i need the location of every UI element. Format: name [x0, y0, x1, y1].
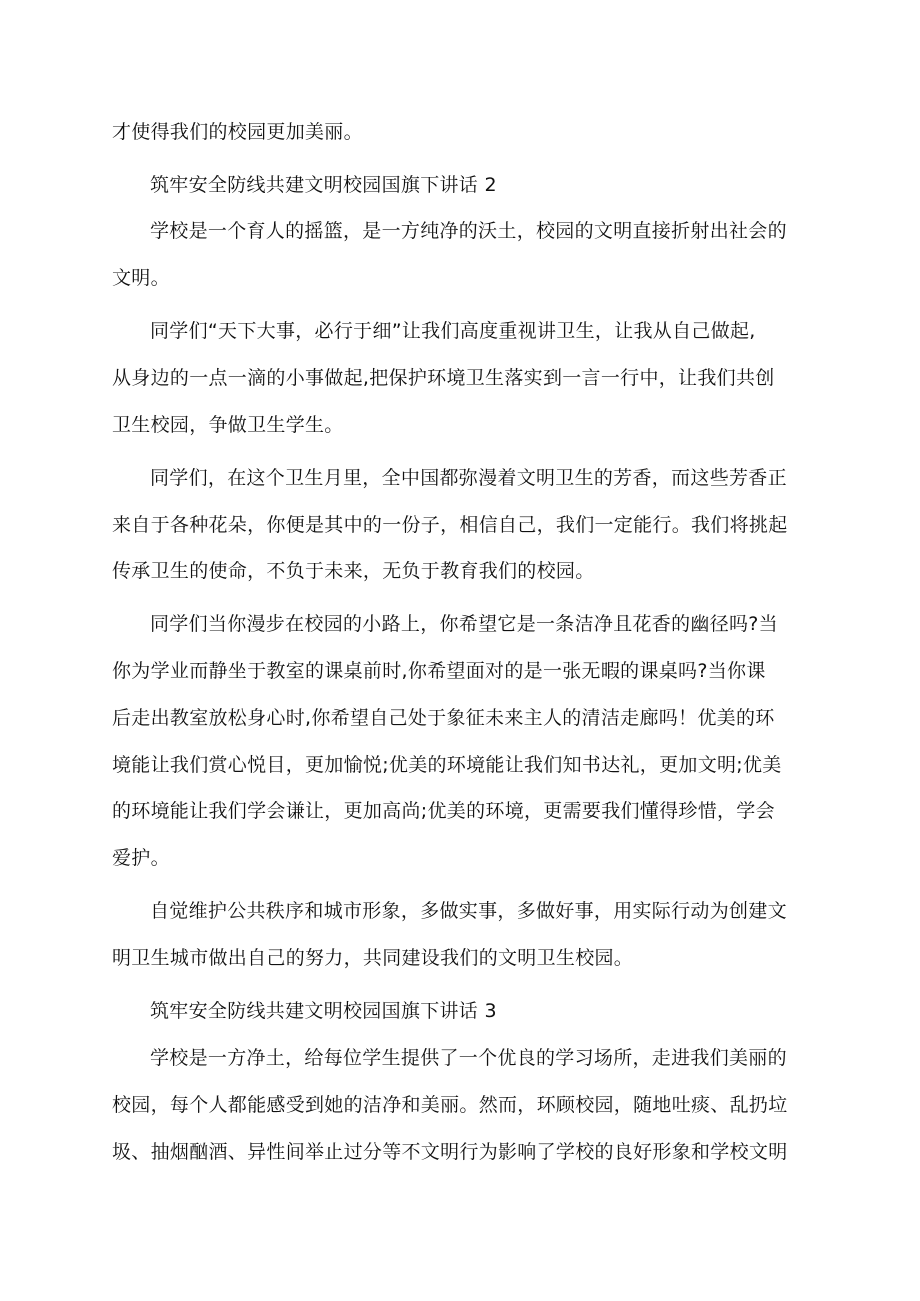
text-line: 学校是一个育人的摇篮，是一方纯净的沃土，校园的文明直接折射出社会的 — [150, 220, 787, 242]
text-line: 校园，每个人都能感受到她的洁净和美丽。然而，环顾校园，随地吐痰、乱扔垃 — [112, 1094, 788, 1116]
text-line: 爱护。 — [112, 847, 170, 869]
text-line: 自觉维护公共秩序和城市形象，多做实事，多做好事，用实际行动为创建文 — [150, 900, 787, 922]
text-line: 来自于各种花朵，你便是其中的一份子，相信自己，我们一定能行。我们将挑起 — [112, 514, 788, 536]
section-heading: 筑牢安全防线共建文明校园国旗下讲话 3 — [150, 1000, 497, 1022]
text-line: 卫生校园，争做卫生学生。 — [112, 414, 344, 436]
text-line: 传承卫生的使命，不负于未来，无负于教育我们的校园。 — [112, 560, 595, 582]
text-line: 的环境能让我们学会谦让，更加高尚;优美的环境，更需要我们懂得珍惜，学会 — [112, 800, 775, 822]
text-line: 同学们，在这个卫生月里，全中国都弥漫着文明卫生的芳香，而这些芳香正 — [150, 467, 787, 489]
text-line: 学校是一方净土，给每位学生提供了一个优良的学习场所，走进我们美丽的 — [150, 1047, 787, 1069]
section-heading: 筑牢安全防线共建文明校园国旗下讲话 2 — [150, 174, 497, 196]
text-line: 同学们当你漫步在校园的小路上，你希望它是一条洁净且花香的幽径吗?当 — [150, 613, 778, 635]
text-line: 你为学业而静坐于教室的课桌前时,你希望面对的是一张无暇的课桌吗?当你课 — [112, 660, 766, 682]
text-line: 从身边的一点一滴的小事做起,把保护环境卫生落实到一言一行中，让我们共创 — [112, 367, 775, 389]
text-line: 后走出教室放松身心时,你希望自己处于象征未来主人的清洁走廊吗！优美的环 — [112, 707, 775, 729]
text-line: 同学们“天下大事，必行于细”让我们高度重视讲卫生，让我从自己做起, — [150, 320, 756, 342]
text-line: 境能让我们赏心悦目，更加愉悦;优美的环境能让我们知书达礼，更加文明;优美 — [112, 754, 782, 776]
text-line: 文明。 — [112, 267, 170, 289]
text-line: 才使得我们的校园更加美丽。 — [112, 121, 363, 143]
text-line: 明卫生城市做出自己的努力，共同建设我们的文明卫生校园。 — [112, 947, 634, 969]
text-line: 圾、抽烟酗酒、异性间举止过分等不文明行为影响了学校的良好形象和学校文明 — [112, 1141, 788, 1163]
